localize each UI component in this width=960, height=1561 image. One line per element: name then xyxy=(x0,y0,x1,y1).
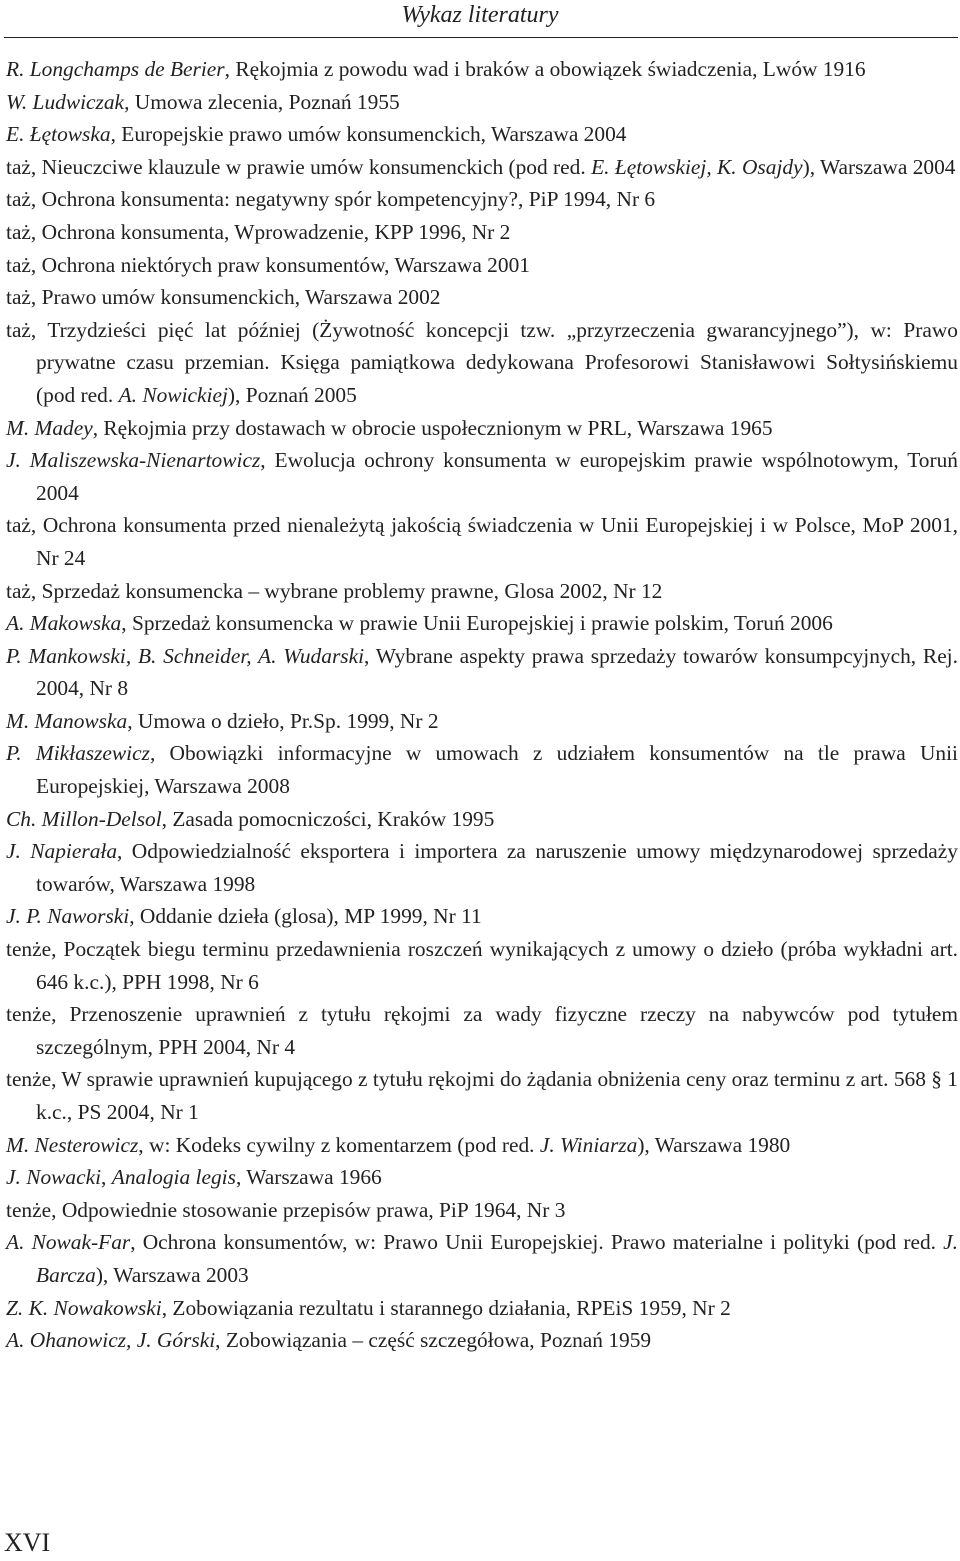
entry-text: , Warszawa 1966 xyxy=(235,1165,382,1190)
bibliography-list xyxy=(6,53,958,1357)
entry-italic: E. Łętowskiej, K. Osajdy xyxy=(591,154,803,179)
entry-text: taż, Prawo umów konsumenckich, Warszawa 2002 xyxy=(6,285,441,310)
header-rule xyxy=(4,37,958,38)
entry-text: ), Warszawa 2004 xyxy=(802,154,956,179)
bibliography-entry xyxy=(6,509,958,574)
entry-text: , Odpowiedzialność eksportera i importera za naruszenie umowy międzynarodowej sprzedaży towarów, Warszawa 1998 xyxy=(36,839,958,896)
entry-text: , Ochrona konsumentów, w: Prawo Unii Europejskiej. Prawo materialne i polityki (pod red. xyxy=(130,1230,944,1255)
entry-text: ), Poznań 2005 xyxy=(227,382,357,407)
entry-italic: Analogia legis xyxy=(111,1165,236,1190)
entry-author: R. Longchamps de Berier xyxy=(6,57,225,81)
entry-italic: J. Barcza xyxy=(36,1230,959,1287)
bibliography-entry xyxy=(6,1129,958,1162)
entry-author: J. Nowacki xyxy=(6,1165,102,1190)
entry-text: taż, Ochrona konsumenta, Wprowadzenie, KPP 1996, Nr 2 xyxy=(6,219,511,244)
bibliography-entry xyxy=(6,151,958,184)
entry-author: J. P. Naworski xyxy=(6,904,130,929)
entry-author: J. Napierała xyxy=(6,839,118,864)
entry-text: , w: Kodeks cywilny z komentarzem (pod red. xyxy=(138,1132,540,1157)
entry-author: W. Ludwiczak xyxy=(6,89,125,114)
entry-text: ), Warszawa 1980 xyxy=(637,1132,791,1157)
bibliography-entry xyxy=(6,835,958,900)
entry-text: ), Warszawa 2003 xyxy=(95,1262,249,1287)
entry-text: taż, Ochrona konsumenta: negatywny spór kompetencyjny?, PiP 1994, Nr 6 xyxy=(6,187,656,212)
bibliography-entry xyxy=(6,575,958,608)
entry-text: , Rękojmia z powodu wad i braków a obowiązek świadczenia, Lwów 1916 xyxy=(224,57,866,81)
bibliography-entry xyxy=(6,900,958,933)
entry-author: M. Nesterowicz xyxy=(6,1132,139,1157)
entry-text: , Rękojmia przy dostawach w obrocie uspołecznionym w PRL, Warszawa 1965 xyxy=(92,415,773,440)
entry-text: , Europejskie prawo umów konsumenckich, Warszawa 2004 xyxy=(110,122,627,147)
entry-text: tenże, Początek biegu terminu przedawnienia roszczeń wynikających z umowy o dzieło (próba wykładni art. 646 k.c.), PPH 1998, Nr 6 xyxy=(6,937,958,994)
bibliography-entry xyxy=(6,412,958,445)
bibliography-entry xyxy=(6,216,958,249)
entry-text: , Oddanie dzieła (glosa), MP 1999, Nr 11 xyxy=(129,904,482,929)
running-head: Wykaz literatury xyxy=(401,2,559,28)
entry-text: tenże, W sprawie uprawnień kupującego z tytułu rękojmi do żądania obniżenia ceny oraz terminu z art. 568 § 1 k.c., PS 2004, Nr 1 xyxy=(6,1067,958,1124)
bibliography-entry xyxy=(6,607,958,640)
bibliography-entry xyxy=(6,53,958,86)
entry-author: M. Manowska xyxy=(6,708,128,733)
entry-author: A. Makowska xyxy=(6,611,122,636)
entry-text: taż, Ochrona niektórych praw konsumentów, Warszawa 2001 xyxy=(6,252,530,277)
bibliography-entry xyxy=(6,803,958,836)
entry-text: taż, Ochrona konsumenta przed nienależytą jakością świadczenia w Unii Europejskiej i w Polsce, MoP 2001, Nr 24 xyxy=(6,513,958,570)
entry-text: , Umowa o dzieło, Pr.Sp. 1999, Nr 2 xyxy=(127,708,439,733)
entry-author: A. Nowak-Far xyxy=(6,1230,131,1255)
entry-author: Ch. Millon-Delsol xyxy=(6,806,162,831)
entry-text: , Umowa zlecenia, Poznań 1955 xyxy=(124,89,400,114)
bibliography-entry xyxy=(6,1226,958,1291)
entry-author: Z. K. Nowakowski xyxy=(6,1295,162,1320)
page-number: XVI xyxy=(4,1528,51,1557)
entry-text: taż, Trzydzieści pięć lat później (Żywotność koncepcji tzw. „przyrzeczenia gwarancyjnego”), w: Prawo prywatne czasu przemian. Księga pamiątkowa dedykowana Profesorowi Stanisławowi Sołtysińskiemu (pod red. xyxy=(6,317,958,407)
bibliography-entry xyxy=(6,1194,958,1227)
bibliography-entry xyxy=(6,1161,958,1194)
bibliography-entry xyxy=(6,183,958,216)
bibliography-entry xyxy=(6,118,958,151)
bibliography-entry xyxy=(6,705,958,738)
entry-text: tenże, Przenoszenie uprawnień z tytułu rękojmi za wady fizyczne rzeczy na nabywców pod tytułem szczególnym, PPH 2004, Nr 4 xyxy=(6,1002,958,1059)
entry-text: , Zobowiązania rezultatu i starannego działania, RPEiS 1959, Nr 2 xyxy=(161,1295,731,1320)
bibliography-entry xyxy=(6,998,958,1063)
bibliography-entry xyxy=(6,314,958,412)
entry-text: tenże, Odpowiednie stosowanie przepisów prawa, PiP 1964, Nr 3 xyxy=(6,1197,566,1222)
entry-author: E. Łętowska xyxy=(6,122,111,147)
entry-text: , xyxy=(101,1165,112,1190)
entry-author: J. Maliszewska-Nienartowicz xyxy=(6,448,261,473)
entry-text: taż, Sprzedaż konsumencka – wybrane problemy prawne, Glosa 2002, Nr 12 xyxy=(6,578,663,603)
bibliography-entry xyxy=(6,1063,958,1128)
entry-italic: A. Nowickiej xyxy=(118,382,228,407)
entry-text: , Wybrane aspekty prawa sprzedaży towarów konsumpcyjnych, Rej. 2004, Nr 8 xyxy=(36,643,958,701)
bibliography-entry xyxy=(6,444,958,509)
bibliography-entry xyxy=(6,1292,958,1325)
entry-text: , Obowiązki informacyjne w umowach z udziałem konsumentów na tle prawa Unii Europejskiej, Warszawa 2008 xyxy=(36,741,958,799)
entry-text: taż, Nieuczciwe klauzule w prawie umów konsumenckich (pod red. xyxy=(6,154,592,179)
bibliography-entry xyxy=(6,640,958,705)
bibliography-entry xyxy=(6,249,958,282)
bibliography-entry xyxy=(6,1324,958,1357)
bibliography-entry xyxy=(6,737,958,802)
entry-author: A. Ohanowicz, J. Górski xyxy=(6,1328,216,1353)
entry-text: , Ewolucja ochrony konsumenta w europejskim prawie wspólnotowym, Toruń 2004 xyxy=(36,448,958,505)
entry-text: , Zobowiązania – część szczegółowa, Poznań 1959 xyxy=(215,1328,652,1353)
entry-author: P. Mankowski, B. Schneider, A. Wudarski xyxy=(6,643,365,668)
entry-text: , Sprzedaż konsumencka w prawie Unii Europejskiej i prawie polskim, Toruń 2006 xyxy=(121,611,833,636)
bibliography-entry xyxy=(6,86,958,119)
entry-text: , Zasada pomocniczości, Kraków 1995 xyxy=(161,806,495,831)
bibliography-entry xyxy=(6,933,958,998)
entry-author: P. Mikłaszewicz xyxy=(6,741,150,766)
entry-italic: J. Winiarza xyxy=(539,1132,638,1157)
entry-author: M. Madey xyxy=(6,415,93,440)
bibliography-entry xyxy=(6,281,958,314)
